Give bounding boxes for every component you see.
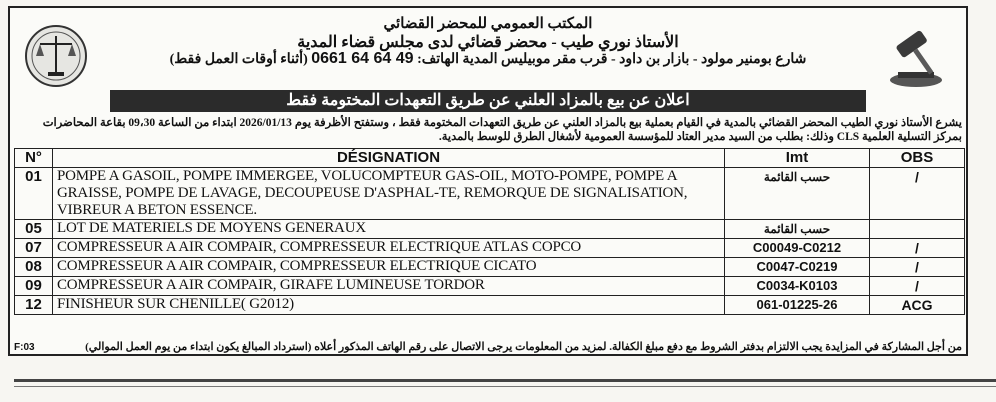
row-obs: / bbox=[870, 258, 965, 277]
row-imt: 061-01225-26 bbox=[725, 296, 870, 315]
items-table bbox=[14, 148, 965, 315]
row-number: 01 bbox=[15, 168, 53, 220]
row-imt: C0047-C0219 bbox=[725, 258, 870, 277]
office-title: المكتب العمومي للمحضر القضائي bbox=[383, 16, 593, 32]
row-number: 08 bbox=[15, 258, 53, 277]
row-obs bbox=[870, 220, 965, 239]
row-imt: C00049-C0212 bbox=[725, 239, 870, 258]
contact-line bbox=[110, 50, 866, 68]
row-number: 07 bbox=[15, 239, 53, 258]
row-imt: حسب القائمة bbox=[725, 168, 870, 220]
row-obs: / bbox=[870, 239, 965, 258]
row-designation: COMPRESSEUR A AIR COMPAIR, COMPRESSEUR ELECTRIQUE CICATO bbox=[53, 258, 725, 277]
bailiff-name: الأستاذ نوري طيب - محضر قضائي لدى مجلس قضاء المدية bbox=[297, 34, 679, 51]
row-obs: ACG bbox=[870, 296, 965, 315]
gavel-icon bbox=[884, 22, 948, 90]
row-designation: COMPRESSEUR A AIR COMPAIR, COMPRESSEUR ELECTRIQUE ATLAS COPCO bbox=[53, 239, 725, 258]
auction-notice bbox=[8, 6, 968, 356]
row-number: 12 bbox=[15, 296, 53, 315]
form-code: F:03 bbox=[14, 342, 35, 353]
page-divider-thin bbox=[14, 386, 996, 387]
announcement-banner: اعلان عن بيع بالمزاد العلني عن طريق التعهدات المختومة فقط bbox=[110, 90, 866, 112]
phone-number: 0661 64 64 49 bbox=[311, 50, 414, 67]
row-designation: LOT DE MATERIELS DE MOYENS GENERAUX bbox=[53, 220, 725, 239]
row-number: 05 bbox=[15, 220, 53, 239]
justice-scales-emblem-icon bbox=[24, 22, 88, 90]
row-designation: POMPE A GASOIL, POMPE IMMERGEE, VOLUCOMPTEUR GAS-OIL, MOTO-POMPE, POMPE A GRAISSE, POMPE DE LAVAGE, DECOUPEUSE D'ASPHAL-TE, REMORQUE DE SIGNALISATION, VIBREUR A BETON ESSENCE. bbox=[53, 168, 725, 220]
table-row bbox=[15, 239, 965, 258]
table-row bbox=[15, 258, 965, 277]
row-designation: COMPRESSEUR A AIR COMPAIR, GIRAFE LUMINEUSE TORDOR bbox=[53, 277, 725, 296]
header-obs: OBS bbox=[870, 149, 965, 168]
row-obs: / bbox=[870, 277, 965, 296]
row-imt: C0034-K0103 bbox=[725, 277, 870, 296]
header-designation: DÉSIGNATION bbox=[53, 149, 725, 168]
table-row bbox=[15, 296, 965, 315]
row-designation: FINISHEUR SUR CHENILLE( G2012) bbox=[53, 296, 725, 315]
row-imt: حسب القائمة bbox=[725, 220, 870, 239]
table-header-row bbox=[15, 149, 965, 168]
table-row bbox=[15, 277, 965, 296]
address-text: شارع بومنير مولود - بازار بن داود - قرب مقر موبيليس المدية الهاتف: bbox=[417, 52, 807, 67]
header-imt: Imt bbox=[725, 149, 870, 168]
table-row bbox=[15, 168, 965, 220]
intro-paragraph: يشرع الأستاذ نوري الطيب المحضر القضائي بالمدية في القيام بعملية بيع بالمزاد العلني عن طريق التعهدات المختومة فقط ، وستفتح الأظرفة يوم 2026/01/13 ابتداء من الساعة 09،30 بقاعة المحاضرات بمركز التسلية العلمية CLS وذلك: بطلب من السيد مدير العتاد للمؤسسة العمومية لأشغال الطرق للوسط بالمدية. bbox=[42, 117, 962, 143]
page-divider bbox=[14, 379, 996, 382]
footer-text: من أجل المشاركة في المزايدة يجب الالتزام بدفتر الشروط مع دفع مبلغ الكفالة. لمزيد من المعلومات يرجى الاتصال على رقم الهاتف المذكور أعلاه (استرداد المبالغ يكون ابتداء من يوم العمل الموالي) bbox=[85, 341, 962, 353]
row-obs: / bbox=[870, 168, 965, 220]
table-row bbox=[15, 220, 965, 239]
row-number: 09 bbox=[15, 277, 53, 296]
header-no: N° bbox=[15, 149, 53, 168]
hours-note: (أثناء أوقات العمل فقط) bbox=[169, 52, 308, 67]
